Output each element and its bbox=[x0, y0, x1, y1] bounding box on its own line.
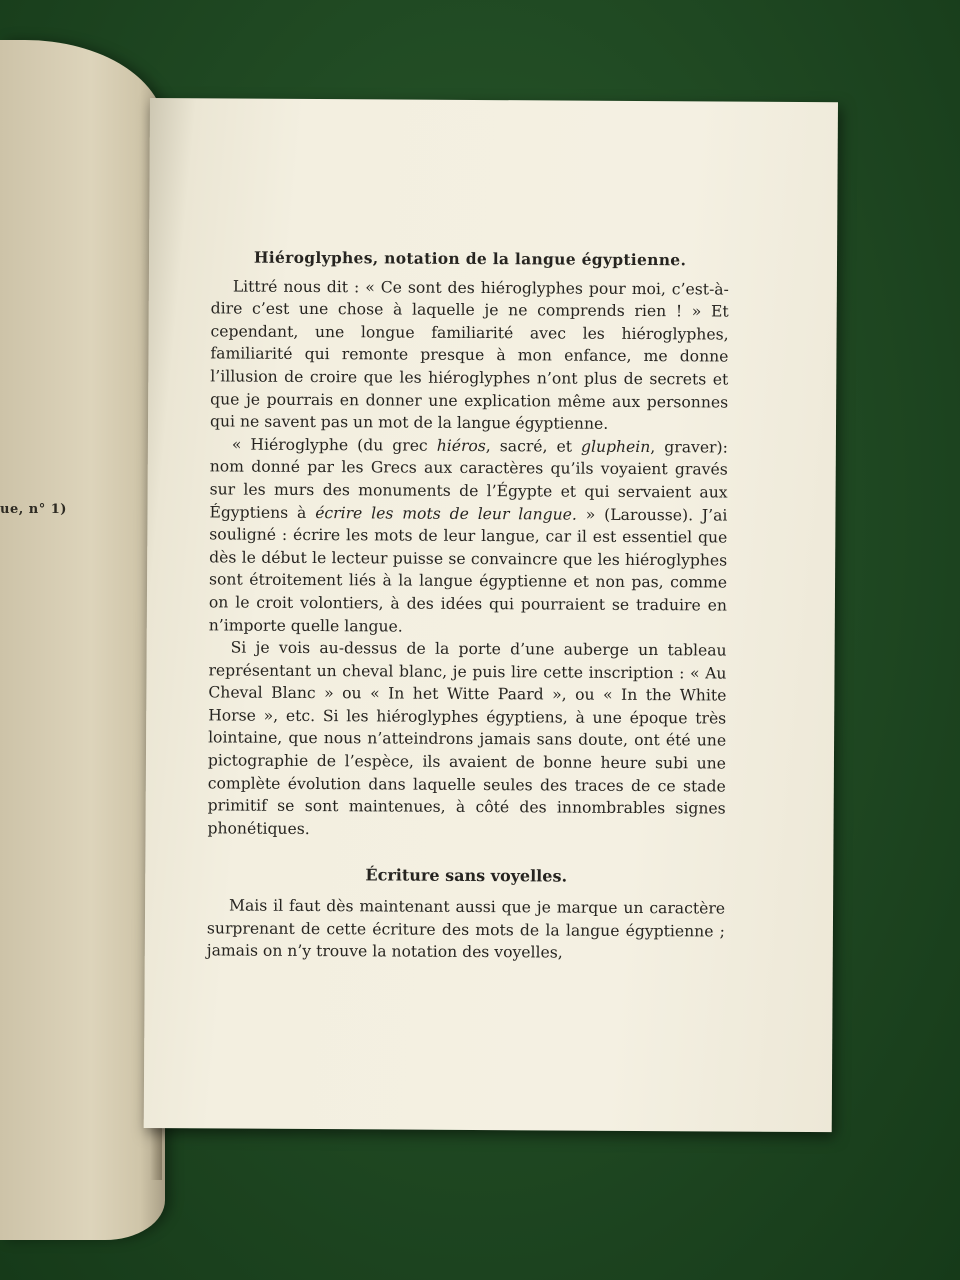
left-page-fragment: ue, n° 1) bbox=[0, 502, 67, 517]
paragraph-2-part-a: « Hiéroglyphe (du grec bbox=[231, 435, 437, 455]
paragraph-3: Si je vois au-dessus de la porte d’une auberge un tableau représentant un cheval blanc, je puis lire cette inscription : « Au Cheval Blanc » ou « In het Witte Paard », ou « In the White Horse », etc. Si les hiéroglyphes égyptiens, à une époque très lointaine, que nous n’atteindrons jamais sans doute, ont été une pictographie de l’espèce, ils avaient de bonne heure subi une complète évolution dans laquelle seules des traces de ce stade primitif se sont maintenues, à côté des innombrables signes phonétiques. bbox=[207, 638, 727, 838]
paragraph-2-part-b: , sacré, et bbox=[485, 436, 582, 456]
page-content bbox=[207, 246, 729, 965]
word-gluphein: gluphein bbox=[580, 437, 651, 456]
paragraph-2-part-d: » (Larousse). J’ai souligné : écrire les mots de leur langue, car il est essentiel que dès le début le lecteur puisse se convaincre que les hiéroglyphes sont étroitement liés à la langue égyptienne et non pas, comme on le croit volontiers, à des idées qui pourraient se traduire en n’importe quelle langue. bbox=[208, 505, 728, 636]
paragraph-4: Mais il faut dès maintenant aussi que je marque un caractère surprenant de cette écriture des mots de la langue égyptienne ; jamais on n’y trouve la notation des voyelles, bbox=[206, 896, 726, 962]
word-hieros: hiéros bbox=[436, 436, 486, 455]
paragraph-2-part-c: , graver): nom donné par les Grecs aux caractères qu’ils voyaient gravés sur les murs des monuments de l’Égypte et qui servaient aux Égyptiens à bbox=[209, 437, 728, 522]
paragraph-1: Littré nous dit : « Ce sont des hiéroglyphes pour moi, c’est-à-dire c’est une chose à laquelle je ne comprends rien ! » Et cependant, une longue familiarité avec les hiéroglyphes, familiarité qui remonte presque à mon enfance, me donne l’illusion de croire que les hiéroglyphes n’ont plus de secrets et que je pourrais en donner une explication même aux personnes qui ne savent pas un mot de la langue égyptienne. bbox=[209, 277, 729, 433]
section-heading-hieroglyphes: Hiéroglyphes, notation de la langue égyptienne. bbox=[253, 247, 687, 270]
section-heading-ecriture: Écriture sans voyelles. bbox=[365, 865, 568, 886]
left-page bbox=[0, 40, 165, 1240]
right-page bbox=[144, 98, 838, 1132]
paragraph-2 bbox=[209, 433, 728, 640]
underlined-phrase: écrire les mots de leur langue. bbox=[315, 503, 577, 524]
